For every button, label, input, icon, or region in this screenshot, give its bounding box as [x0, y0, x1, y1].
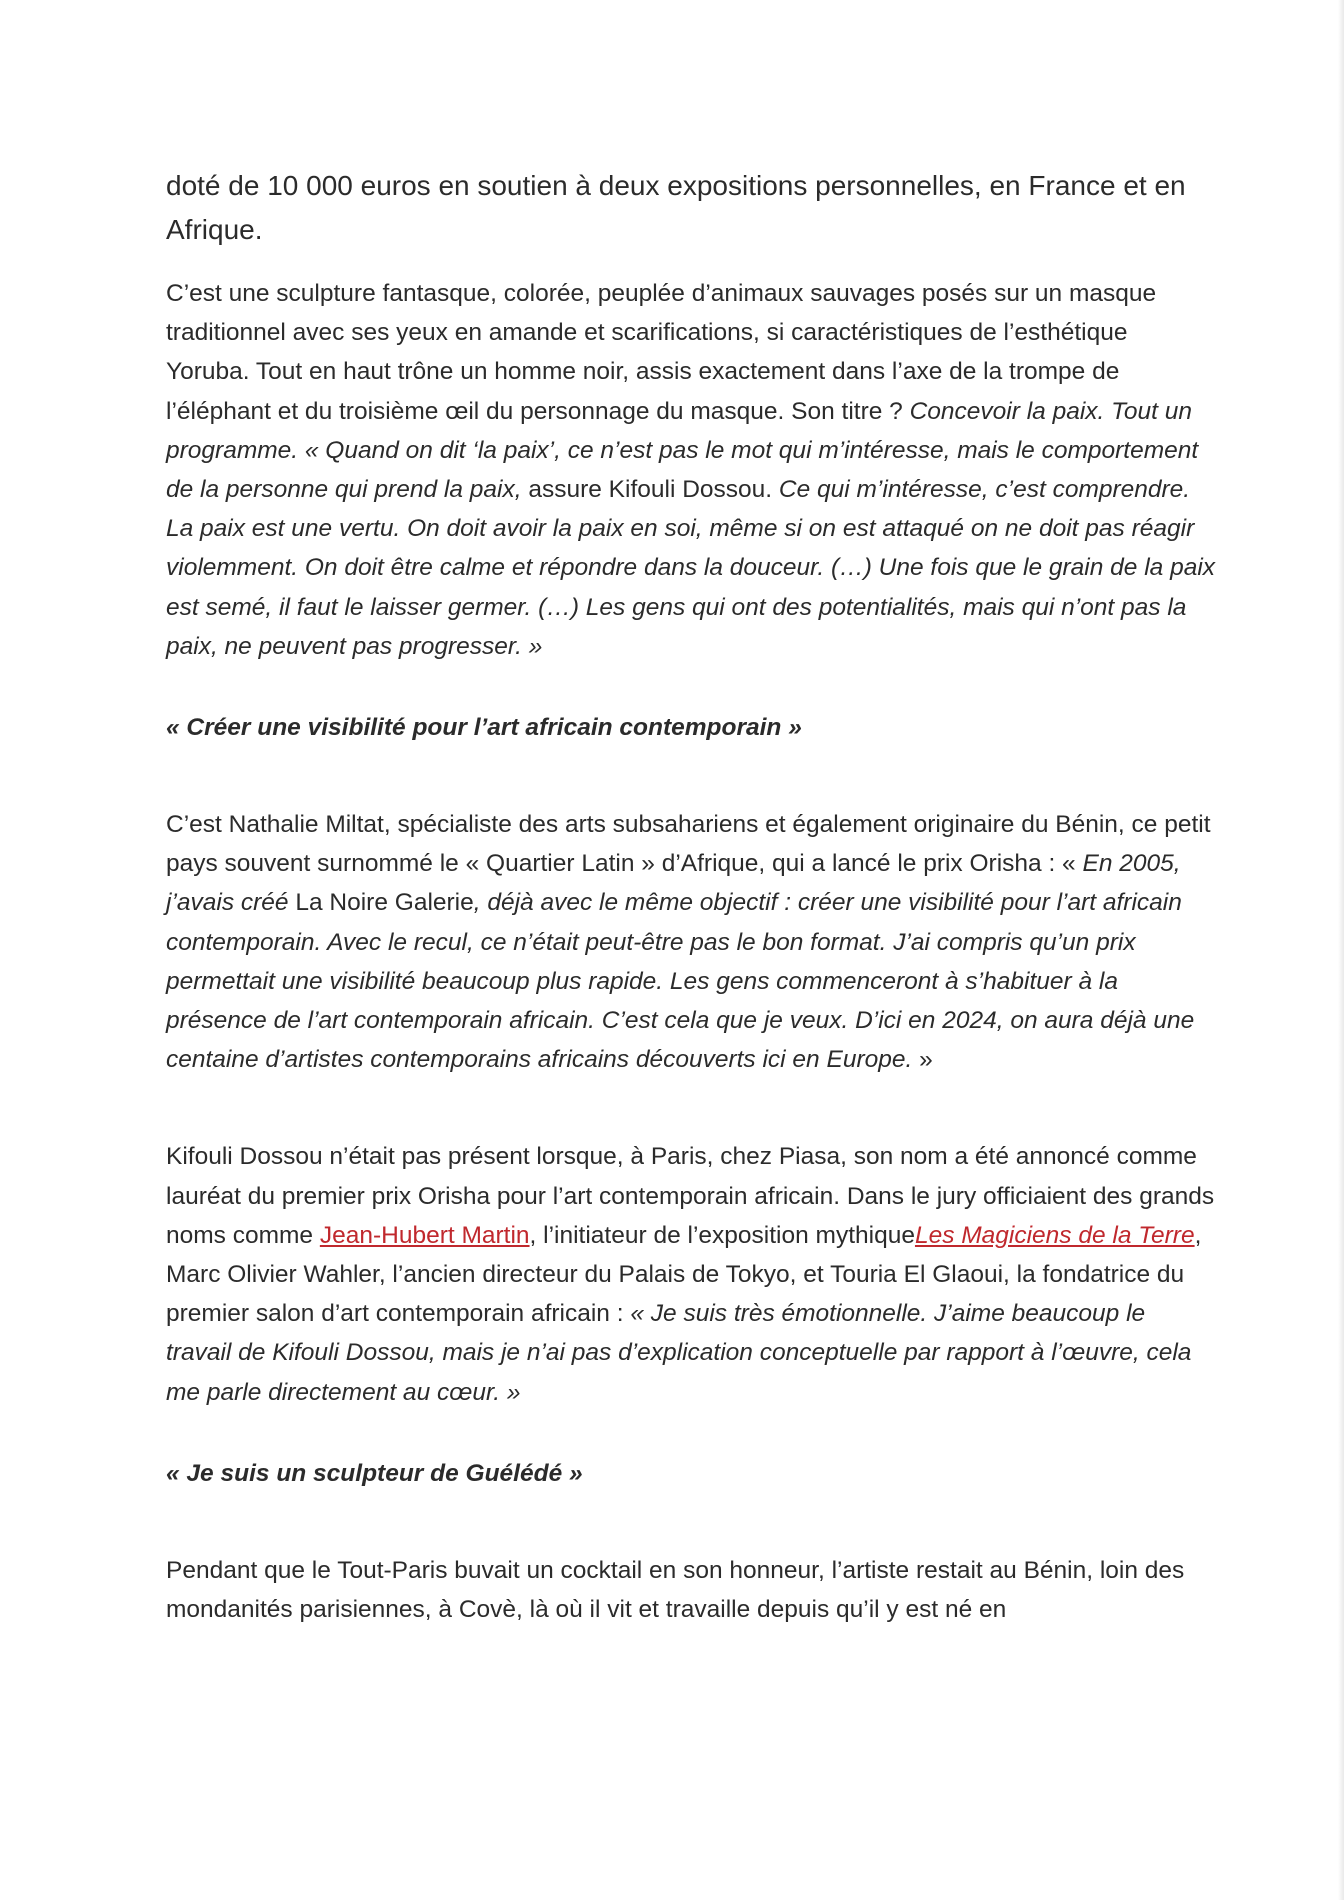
- paragraph-tout-paris: [166, 1551, 1216, 1629]
- paragraph-sculpture-description: [166, 274, 1216, 666]
- paragraph-text: Kifouli Dossou n’était pas présent lorsque, à Paris, chez Piasa, son nom a été annoncé comme lauréat du premier prix Orisha pour l’art contemporain africain. Dans le jury officiaient des grands noms comme: [166, 1143, 1215, 1249]
- paragraph-text: doté de 10 000 euros en soutien à deux expositions personnelles, en France et en Afrique.: [166, 170, 1186, 245]
- paragraph-text: C’est une sculpture fantasque, colorée, peuplée d’animaux sauvages posés sur un masque traditionnel avec ses yeux en amande et scarifications, si caractéristiques de l’esthétique Yoruba. Tout en haut trône un homme noir, assis exactement dans l’axe de la trompe de l’éléphant et du troisième œil du personnage du masque. Son titre ?: [166, 280, 1157, 425]
- italic-quote: , déjà avec le même objectif : créer une visibilité pour l’art africain contemporain. Avec le recul, ce n’était peut-être pas le bon format. J’ai compris qu’un prix permettait une visibilité beaucoup plus rapide. Les gens commenceront à s’habituer à la présence de l’art contemporain africain. C’est cela que je veux. D’ici en 2024, on aura déjà une centaine d’artistes contemporains africains découverts ici en Europe.: [166, 889, 1195, 1074]
- paragraph-text: assure Kifouli Dossou.: [521, 476, 779, 504]
- paragraph-text: »: [912, 1046, 933, 1074]
- paragraph-text: , l’initiateur de l’exposition mythique: [529, 1221, 915, 1249]
- gallery-name: La Noire Galerie: [295, 889, 474, 917]
- article-body: [166, 164, 1216, 1629]
- paragraph-text: Pendant que le Tout-Paris buvait un cocktail en son honneur, l’artiste restait au Bénin, loin des mondanités parisiennes, à Covè, là où il vit et travaille depuis qu’il y est né en: [166, 1556, 1185, 1624]
- italic-quote: Concevoir la paix. Tout un programme. « Quand on dit ‘la paix’, ce n’est pas le mot qui m’intéresse, mais le comportement de la personne qui prend la paix,: [166, 397, 1199, 504]
- section-heading-guelede: « Je suis un sculpteur de Guélédé »: [166, 1459, 583, 1487]
- paragraph-jury: [166, 1137, 1216, 1411]
- italic-quote: Ce qui m’intéresse, c’est comprendre. La paix est une vertu. On doit avoir la paix en soi, même si on est attaqué on ne doit pas réagir violemment. On doit être calme et répondre dans la douceur. (…) Une fois que le grain de la paix est semé, il faut le laisser germer. (…) Les gens qui ont des potentialités, mais qui n’ont pas la paix, ne peuvent pas progresser. »: [166, 476, 1216, 660]
- paragraph-text: C’est Nathalie Miltat, spécialiste des arts subsahariens et également originaire du Bénin, ce petit pays souvent surnommé le « Quartier Latin » d’Afrique, qui a lancé le prix Orisha : «: [166, 811, 1211, 878]
- page-edge-shadow: [1338, 0, 1344, 1900]
- paragraph-text: , Marc Olivier Wahler, l’ancien directeur du Palais de Tokyo, et Touria El Glaoui, la fondatrice du premier salon d’art contemporain africain :: [166, 1221, 1202, 1328]
- section-heading-visibility: « Créer une visibilité pour l’art africain contemporain »: [166, 714, 802, 742]
- italic-quote: En 2005, j’avais créé: [166, 850, 1181, 917]
- paragraph-prize-funding: [166, 164, 1216, 252]
- italic-quote: « Je suis très émotionnelle. J’aime beaucoup le travail de Kifouli Dossou, mais je n’ai pas d’explication conceptuelle par rapport à l’œuvre, cela me parle directement au cœur. »: [166, 1300, 1192, 1406]
- paragraph-nathalie-miltat: [166, 805, 1216, 1079]
- link-jean-hubert-martin[interactable]: Jean-Hubert Martin: [319, 1221, 530, 1249]
- link-les-magiciens-de-la-terre[interactable]: Les Magiciens de la Terre: [914, 1221, 1195, 1249]
